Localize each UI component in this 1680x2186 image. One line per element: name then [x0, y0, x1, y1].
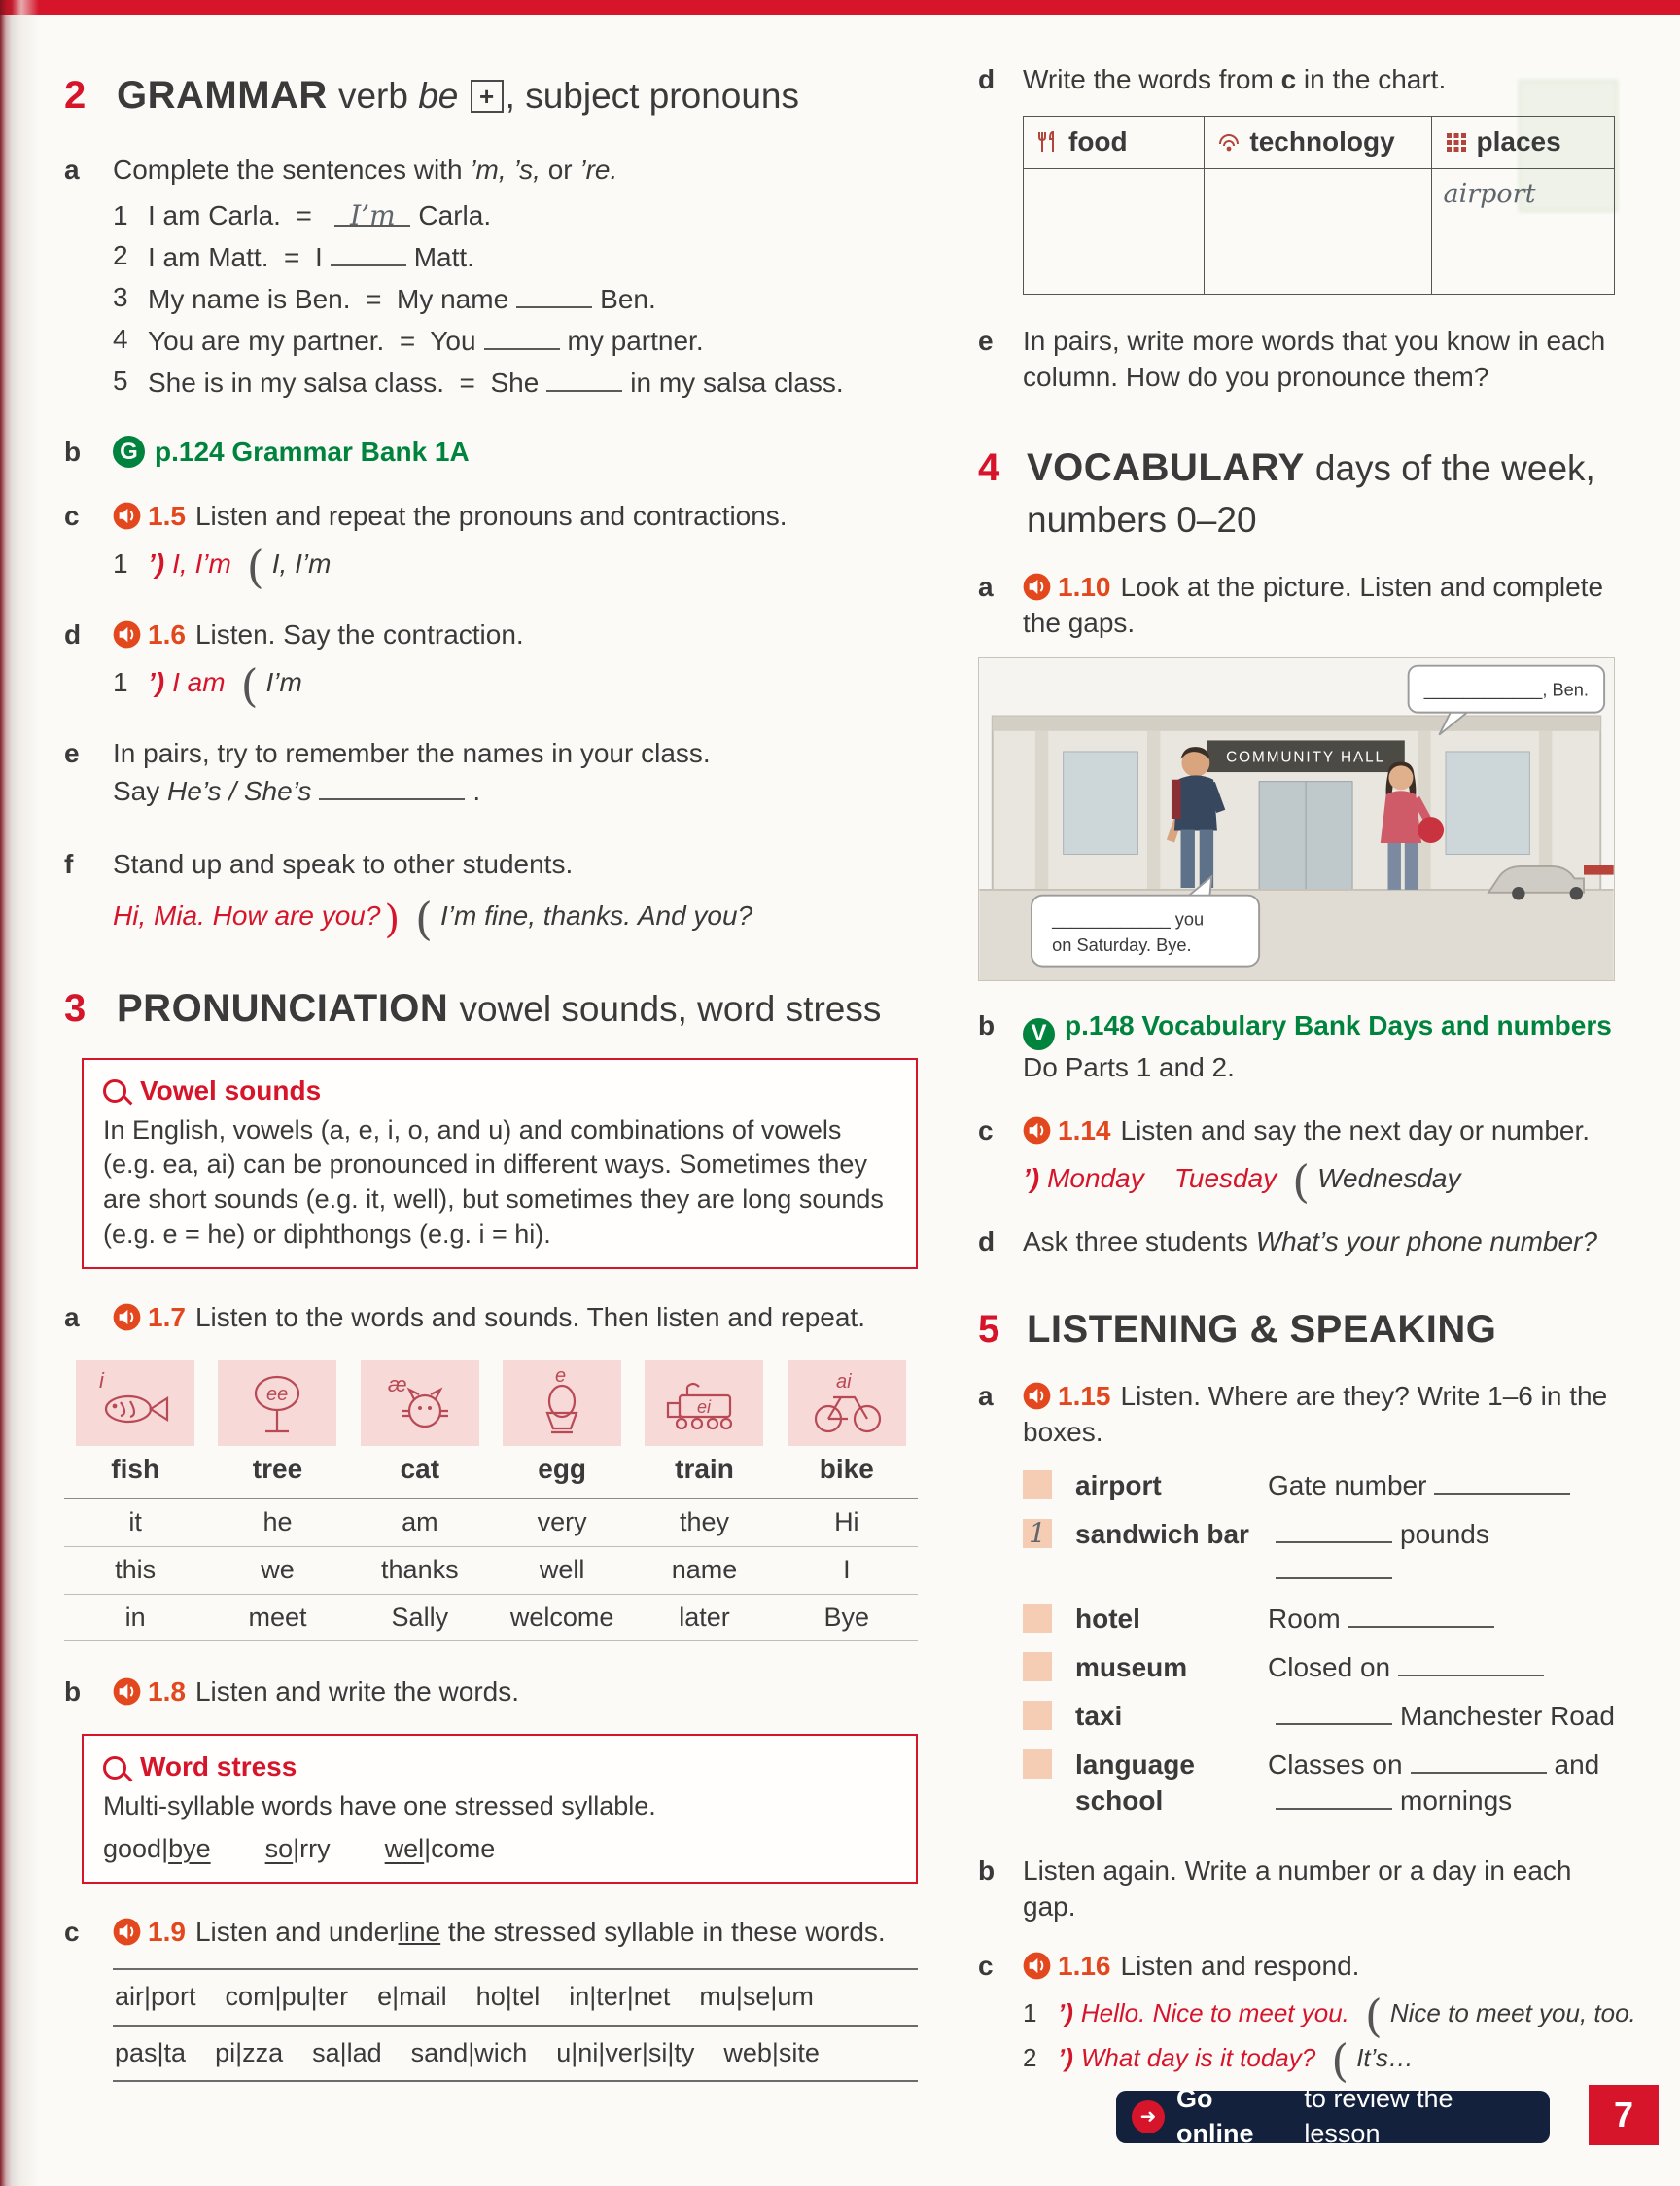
section-subtitle: days of the week, numbers 0–20	[1027, 447, 1595, 540]
student-response: Wednesday	[1317, 1162, 1461, 1193]
svg-text:ei: ei	[697, 1397, 712, 1418]
community-hall-sign: COMMUNITY HALL	[1226, 749, 1386, 766]
listening-section-heading	[978, 1304, 1615, 1356]
gap-blank	[1398, 1651, 1544, 1676]
audio-track-number: 1.14	[1058, 1114, 1111, 1146]
answer-box	[1023, 1749, 1052, 1779]
chart-header-technology: technology	[1205, 116, 1431, 168]
section-number: 5	[978, 1308, 1000, 1352]
audio-track-number: 1.15	[1058, 1381, 1111, 1412]
gap-blank	[484, 322, 560, 350]
gap-blank	[546, 364, 622, 392]
student-response: Nice to meet you, too.	[1389, 1997, 1636, 2027]
sentence-5: 5 She is in my salsa class. = She in my salsa class.	[113, 365, 844, 398]
answer-box	[1023, 1604, 1052, 1633]
exercise-2b	[64, 435, 918, 471]
grammar-section-heading	[64, 70, 918, 122]
svg-text:ai: ai	[835, 1371, 852, 1393]
instruction: 1.7 Listen to the words and sounds. Then listen and repeat.	[113, 1300, 918, 1336]
sound-word: it	[64, 1498, 206, 1546]
bubble-2-line-1: ____________ you	[1052, 909, 1205, 930]
instruction: 1.10 Look at the picture. Listen and complete the gaps.	[1023, 572, 1604, 639]
section-subtitle: verb be + , subject pronouns	[337, 76, 799, 116]
exercise-letter: b	[64, 436, 82, 467]
audio-prompt: I am	[172, 667, 226, 698]
stress-example: good|bye	[103, 1833, 211, 1863]
sentence-list	[113, 198, 918, 402]
audio-icon	[113, 1677, 141, 1706]
audio-track-number: 1.7	[148, 1302, 186, 1333]
tree-sound-icon	[218, 1360, 336, 1446]
gap-blank	[1348, 1603, 1494, 1628]
section-number: 4	[978, 445, 1000, 489]
exercise-2a	[64, 153, 918, 405]
instruction: 1.16 Listen and respond.	[1023, 1949, 1636, 1985]
gap-blank	[1276, 1784, 1392, 1810]
section-title: GRAMMAR	[117, 74, 328, 117]
sound-word-label: bike	[776, 1448, 918, 1498]
word-list-row: pas|ta pi|zza sa|lad sand|wich u|ni|ver|si|ty web|site	[113, 2027, 918, 2083]
instruction: Complete the sentences with ’m, ’s, or ’re.	[113, 154, 618, 185]
instruction: In pairs, write more words that you know in each column. How do you pronounce them?	[1023, 325, 1606, 392]
exercise-3b	[64, 1675, 918, 1710]
bubble-1-text: ____________, Ben.	[1423, 680, 1589, 700]
location-row-hotel: hotel Room	[1023, 1602, 1615, 1638]
train-sound-icon	[645, 1360, 763, 1446]
gap-blank	[1434, 1469, 1570, 1495]
vocabulary-bank-reference: V p.148 Vocabulary Bank Days and numbers Do Parts 1 and 2.	[1023, 1010, 1620, 1082]
exercise-letter: d	[978, 64, 996, 94]
audio-track-number: 1.10	[1058, 572, 1111, 603]
technology-icon	[1216, 127, 1242, 151]
instruction: Stand up and speak to other students.	[113, 849, 574, 880]
answer-box	[1023, 1701, 1052, 1730]
instruction: 1.15 Listen. Where are they? Write 1–6 in the boxes.	[1023, 1381, 1608, 1448]
plus-box-icon: +	[471, 80, 504, 113]
audio-track-number: 1.16	[1058, 1950, 1111, 1981]
speaker-prompt: Hi, Mia. How are you?	[113, 900, 381, 932]
vowel-sounds-box	[82, 1058, 918, 1269]
sound-word: Bye	[776, 1594, 918, 1641]
sound-word: I	[776, 1546, 918, 1594]
example-dialogue-1: 1 ʼ) Hello. Nice to meet you. ( Nice to meet you, too.	[1023, 1989, 1636, 2042]
chart-header-places: places	[1431, 116, 1615, 168]
grammar-bank-icon: G	[113, 436, 145, 468]
sound-word-label: cat	[349, 1448, 491, 1498]
sound-word: later	[633, 1594, 775, 1641]
sound-word: thanks	[349, 1546, 491, 1594]
sound-word: we	[206, 1546, 348, 1594]
say-icon: ʼ)	[1058, 1997, 1073, 2027]
exercise-letter: b	[978, 1854, 996, 1886]
svg-text:ee: ee	[266, 1384, 289, 1406]
svg-text:æ: æ	[387, 1372, 407, 1397]
location-row-museum: museum Closed on	[1023, 1650, 1615, 1686]
audio-track-number: 1.9	[148, 1917, 186, 1948]
sound-word: welcome	[491, 1594, 633, 1641]
box-body-text: In English, vowels (a, e, i, o, and u) and combinations of vowels (e.g. ea, ai) can be pronounced in different ways. Sometimes they are short sounds (e.g. it, well), but sometimes they are long sounds (e.g. e = he) or diphthongs (e.g. i = hi).	[103, 1114, 884, 1249]
section-title: LISTENING & SPEAKING	[1027, 1308, 1497, 1352]
exercise-2d	[64, 617, 918, 713]
magnifier-icon	[103, 1756, 126, 1780]
exercise-4c	[978, 1113, 1615, 1208]
exercise-4b	[978, 1008, 1620, 1085]
audio-prompt: I, I’m	[172, 548, 231, 580]
sound-word: in	[64, 1594, 206, 1641]
exercise-letter: e	[64, 738, 80, 769]
svg-text:e: e	[555, 1365, 567, 1388]
exercise-2e	[64, 736, 918, 810]
exercise-letter: e	[978, 325, 994, 356]
chart-cell-technology	[1205, 168, 1431, 294]
exercise-4a	[978, 570, 1615, 642]
magnifier-icon	[103, 1079, 126, 1103]
stress-examples	[103, 1832, 896, 1867]
exercise-3d	[978, 62, 1615, 295]
say-icon: ʼ)	[148, 667, 165, 698]
go-online-arrow-icon: ➜	[1132, 2100, 1165, 2133]
gap-blank	[1276, 1518, 1392, 1543]
instruction: 1.9 Listen and underline the stressed syllable in these words.	[113, 1915, 918, 1951]
sound-word-label: fish	[64, 1448, 206, 1498]
box-title: Vowel sounds	[140, 1075, 322, 1106]
cat-sound-icon	[361, 1360, 479, 1446]
exercise-letter: c	[978, 1950, 994, 1981]
fish-sound-icon	[76, 1360, 194, 1446]
exercise-letter: d	[978, 1225, 996, 1256]
example-dialogue: ʼ) Monday Tuesday ( Wednesday	[1023, 1154, 1461, 1208]
sound-word: name	[633, 1546, 775, 1594]
sound-picture-table	[64, 1356, 918, 1641]
svg-text:i: i	[99, 1368, 105, 1393]
sound-word: he	[206, 1498, 348, 1546]
audio-prompt: Monday Tuesday	[1047, 1162, 1278, 1193]
audio-icon	[1023, 1382, 1051, 1410]
exercise-letter: b	[64, 1676, 82, 1708]
audio-track-number: 1.5	[148, 501, 186, 532]
sound-word: they	[633, 1498, 775, 1546]
audio-icon	[113, 502, 141, 530]
stress-example: so|rry	[264, 1833, 331, 1863]
word-list-row: air|port com|pu|ter e|mail ho|tel in|ter|net mu|se|um	[113, 1970, 918, 2027]
sound-word-label: tree	[206, 1448, 348, 1498]
sentence-4: 4 You are my partner. = You my partner.	[113, 323, 704, 356]
example-dialogue: Hi, Mia. How are you? ) ( I’m fine, thanks. And you?	[113, 893, 753, 946]
audio-icon	[113, 1303, 141, 1331]
pronunciation-section-heading	[64, 983, 918, 1035]
exercise-2c	[64, 499, 918, 594]
go-online-label: Go online	[1176, 2084, 1254, 2148]
audio-icon	[113, 620, 141, 649]
section-number: 3	[64, 987, 87, 1031]
sound-word: Hi	[776, 1498, 918, 1546]
chart-header-food: food	[1024, 116, 1205, 168]
answer-box	[1023, 1470, 1052, 1499]
audio-prompt: Hello. Nice to meet you.	[1080, 1997, 1349, 2027]
word-category-chart	[1023, 116, 1615, 295]
say-icon: ʼ)	[1058, 2042, 1073, 2072]
location-row-sandwich-bar: 1 sandwich bar pounds	[1023, 1517, 1615, 1589]
answer-box	[1023, 1652, 1052, 1681]
instruction: Listen again. Write a number or a day in each gap.	[1023, 1854, 1572, 1922]
instruction: Ask three students What’s your phone number?	[1023, 1225, 1597, 1256]
box-body-text: Multi-syllable words have one stressed syllable.	[103, 1791, 656, 1821]
student-response: I’m fine, thanks. And you?	[440, 900, 753, 932]
vocabulary-section-heading	[978, 442, 1615, 546]
instruction: Write the words from c in the chart.	[1023, 64, 1447, 94]
section-title: PRONUNCIATION	[117, 987, 449, 1031]
instruction: 1.6 Listen. Say the contraction.	[113, 617, 918, 653]
exercise-5b	[978, 1853, 1615, 1925]
audio-track-number: 1.8	[148, 1676, 186, 1708]
bubble-2-line-2: on Saturday. Bye.	[1052, 935, 1192, 956]
sentence-1: 1 I am Carla. = I’m Carla.	[113, 198, 492, 231]
example-dialogue: 1 ʼ) I am ( I’m	[113, 659, 302, 713]
instruction: In pairs, try to remember the names in your class. Say He’s / She’s .	[113, 738, 711, 807]
audio-prompt: What day is it today?	[1080, 2042, 1316, 2072]
instruction: 1.14 Listen and say the next day or number.	[1023, 1113, 1615, 1149]
go-online-text: to review the lesson	[1304, 2084, 1453, 2148]
food-icon	[1035, 127, 1061, 151]
bike-sound-icon	[788, 1360, 906, 1446]
exercise-3e	[978, 324, 1615, 396]
gap-blank	[1276, 1700, 1392, 1725]
right-column	[978, 62, 1636, 2087]
location-row-taxi: taxi Manchester Road	[1023, 1699, 1615, 1735]
community-hall-picture	[978, 657, 1615, 981]
exercise-3c	[64, 1915, 918, 1951]
section-title: VOCABULARY	[1027, 445, 1305, 489]
sound-word: this	[64, 1546, 206, 1594]
exercise-3a	[64, 1300, 918, 1336]
section-subtitle: vowel sounds, word stress	[459, 989, 882, 1030]
audio-icon	[1023, 573, 1051, 601]
listening-locations	[1023, 1468, 1615, 1819]
sentence-2: 2 I am Matt. = I Matt.	[113, 239, 474, 272]
exercise-letter: a	[64, 1302, 80, 1333]
exercise-letter: a	[64, 154, 80, 185]
example-dialogue-2: 2 ʼ) What day is it today? ( It’s…	[1023, 2033, 1414, 2087]
exercise-2f	[64, 847, 918, 946]
gap-blank	[319, 772, 465, 800]
chart-cell-food	[1024, 168, 1205, 294]
audio-icon	[113, 1918, 141, 1946]
audio-track-number: 1.6	[148, 619, 186, 651]
sound-word: very	[491, 1498, 633, 1546]
example-dialogue: 1 ʼ) I, I’m ( I, I’m	[113, 541, 332, 594]
go-online-banner	[1116, 2084, 1550, 2148]
exercise-5c	[978, 1949, 1636, 2087]
sound-word: Sally	[349, 1594, 491, 1641]
exercise-letter: a	[978, 572, 994, 603]
exercise-letter: a	[978, 1381, 994, 1412]
gap-blank	[331, 238, 406, 266]
sound-word: meet	[206, 1594, 348, 1641]
sound-word-label: train	[633, 1448, 775, 1498]
page-top-red-bar	[0, 0, 1680, 15]
student-response: I, I’m	[271, 548, 332, 580]
student-response: I’m	[265, 667, 302, 698]
sound-word: well	[491, 1546, 633, 1594]
vocabulary-bank-icon: V	[1023, 1018, 1055, 1050]
audio-icon	[1023, 1116, 1051, 1145]
stress-word-list	[113, 1968, 918, 2082]
audio-icon	[1023, 1952, 1051, 1980]
left-column	[64, 70, 918, 2082]
location-row-language-school: language school Classes on andmornings	[1023, 1747, 1615, 1819]
gap-blank	[1411, 1748, 1547, 1774]
exercise-letter: c	[64, 501, 80, 532]
grammar-bank-reference: p.124 Grammar Bank 1A	[155, 436, 470, 467]
stress-example: wel|come	[384, 1833, 496, 1863]
gap-blank	[516, 280, 592, 308]
exercise-4d	[978, 1224, 1615, 1260]
gap-answer: I’m	[334, 198, 410, 227]
exercise-letter: d	[64, 619, 82, 651]
places-icon	[1444, 127, 1469, 151]
page-number: 7	[1589, 2085, 1659, 2145]
answer-box: 1	[1023, 1519, 1052, 1548]
exercise-letter: b	[978, 1010, 996, 1041]
say-icon: ʼ)	[1023, 1162, 1040, 1193]
sound-word-label: egg	[491, 1448, 633, 1498]
instruction: 1.8 Listen and write the words.	[113, 1675, 918, 1710]
location-row-airport: airport Gate number	[1023, 1468, 1615, 1504]
gap-blank	[1276, 1554, 1392, 1579]
exercise-letter: f	[64, 849, 74, 880]
speech-curve-icon: )	[384, 898, 401, 943]
box-title: Word stress	[140, 1751, 298, 1782]
exercise-5a	[978, 1379, 1615, 1832]
instruction: 1.5 Listen and repeat the pronouns and contractions.	[113, 499, 918, 535]
book-spine-shadow	[0, 0, 39, 2186]
word-stress-box	[82, 1734, 918, 1884]
exercise-letter: c	[978, 1114, 994, 1146]
sound-word: am	[349, 1498, 491, 1546]
student-response: It’s…	[1356, 2042, 1414, 2072]
chart-cell-places: airport	[1431, 168, 1615, 294]
egg-sound-icon	[503, 1360, 621, 1446]
section-number: 2	[64, 74, 87, 117]
say-icon: ʼ)	[148, 548, 165, 580]
exercise-letter: c	[64, 1917, 80, 1948]
sentence-3: 3 My name is Ben. = My name Ben.	[113, 281, 656, 314]
